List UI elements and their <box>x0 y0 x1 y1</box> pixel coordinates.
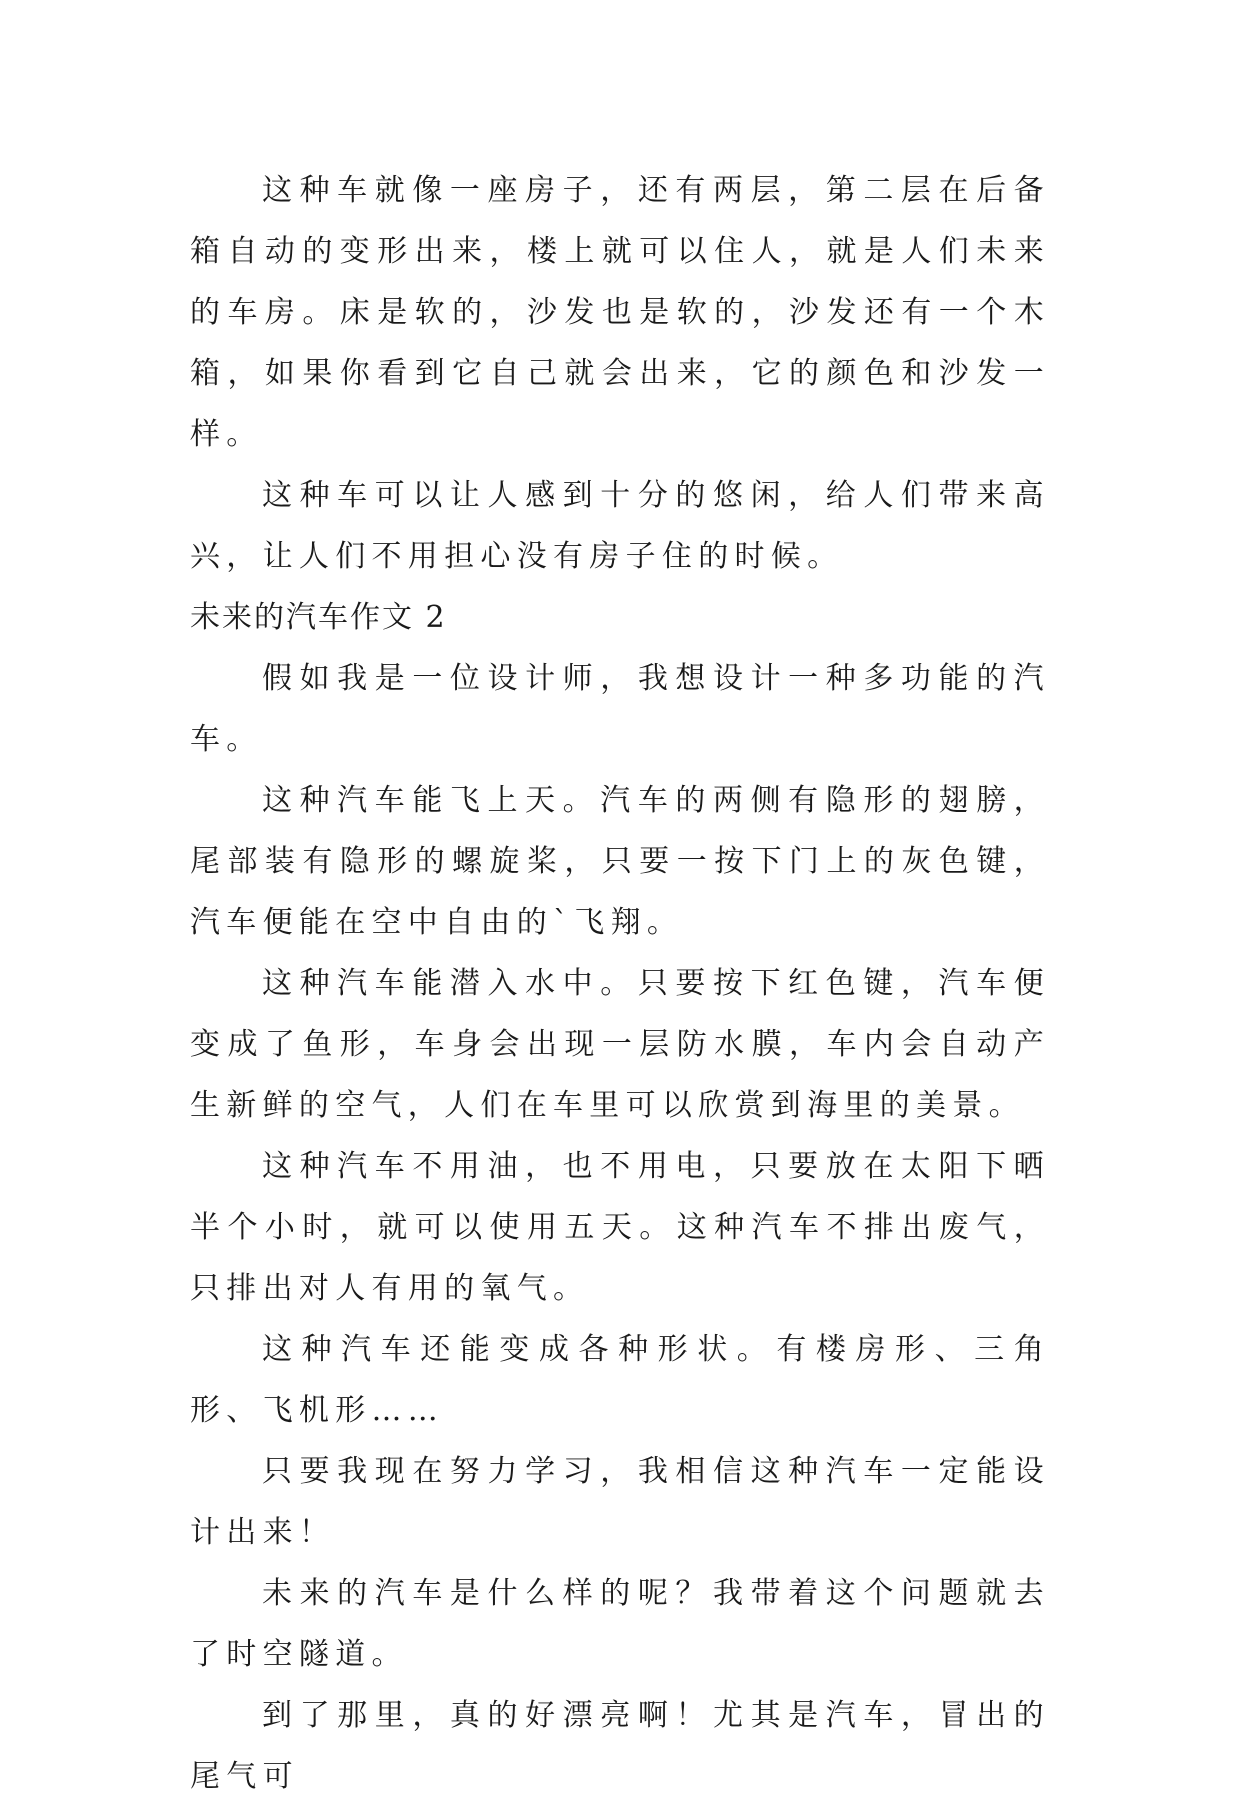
paragraph: 这种汽车能飞上天。汽车的两侧有隐形的翅膀，尾部装有隐形的螺旋桨，只要一按下门上的灰色键，汽车便能在空中自由的`飞翔。 <box>190 783 1050 940</box>
section-heading: 未来的汽车作文 2 <box>190 600 447 635</box>
paragraph: 只要我现在努力学习，我相信这种汽车一定能设计出来！ <box>190 1454 1050 1550</box>
paragraph: 未来的汽车是什么样的呢？我带着这个问题就去了时空隧道。 <box>190 1576 1050 1672</box>
paragraph: 这种汽车能潜入水中。只要按下红色键，汽车便变成了鱼形，车身会出现一层防水膜，车内会自动产生新鲜的空气，人们在车里可以欣赏到海里的美景。 <box>190 966 1050 1123</box>
paragraph: 这种车可以让人感到十分的悠闲，给人们带来高兴，让人们不用担心没有房子住的时候。 <box>190 478 1050 574</box>
paragraph: 到了那里，真的好漂亮啊！尤其是汽车，冒出的尾气可 <box>190 1698 1050 1794</box>
document-page <box>190 160 1050 1807</box>
paragraph: 假如我是一位设计师，我想设计一种多功能的汽车。 <box>190 661 1050 757</box>
paragraph: 这种汽车不用油，也不用电，只要放在太阳下晒半个小时，就可以使用五天。这种汽车不排出废气，只排出对人有用的氧气。 <box>190 1149 1050 1306</box>
paragraph: 这种汽车还能变成各种形状。有楼房形、三角形、飞机形…… <box>190 1332 1050 1428</box>
paragraph: 这种车就像一座房子，还有两层，第二层在后备箱自动的变形出来，楼上就可以住人，就是人们未来的车房。床是软的，沙发也是软的，沙发还有一个木箱，如果你看到它自己就会出来，它的颜色和沙发一样。 <box>190 173 1050 452</box>
